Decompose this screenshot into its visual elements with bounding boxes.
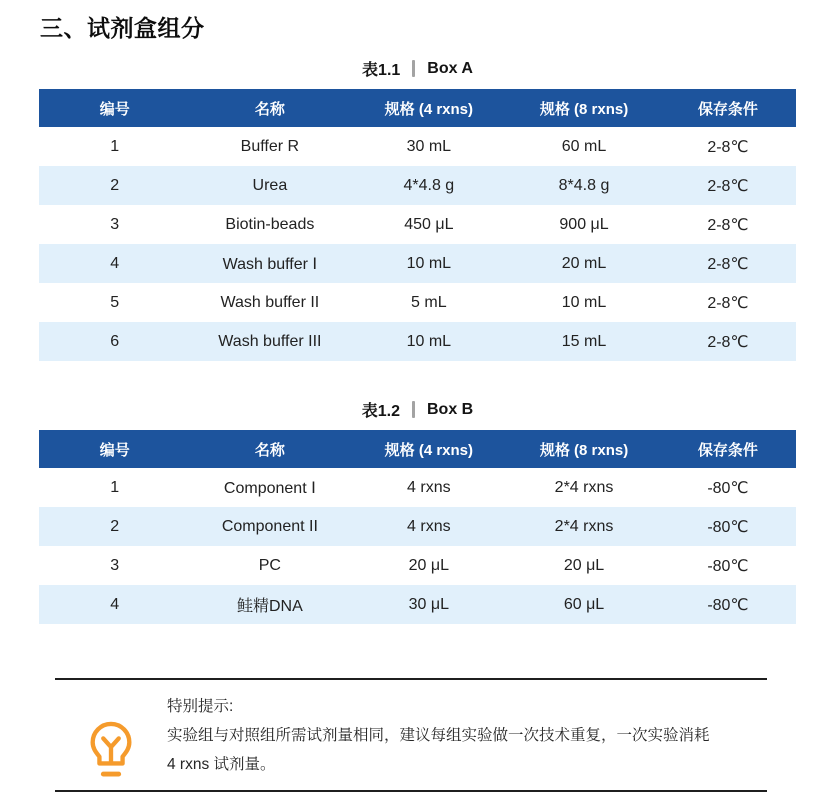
table-cell: 2-8℃ bbox=[707, 255, 749, 273]
table-cell: Wash buffer II bbox=[220, 293, 320, 311]
table-cell: 8*4.8 g bbox=[558, 176, 610, 194]
note-line: 4 rxns 试剂量。 bbox=[167, 756, 276, 773]
table-caption-box-b bbox=[39, 398, 796, 421]
table-cell: 1 bbox=[110, 478, 120, 496]
table-cell: 60 mL bbox=[561, 137, 607, 155]
note-heading: 特别提示: bbox=[167, 698, 234, 715]
table-cell: 20 μL bbox=[563, 556, 605, 574]
table-cell: 3 bbox=[110, 215, 120, 233]
box-a-table bbox=[39, 89, 796, 361]
table-cell: -80℃ bbox=[707, 596, 749, 614]
column-header-spec-8rxns: 规格 (8 rxns) bbox=[508, 89, 659, 127]
table-cell: 2-8℃ bbox=[707, 333, 749, 351]
table-cell: 15 mL bbox=[561, 332, 607, 350]
table-row bbox=[39, 507, 796, 546]
table-caption-box-name: Box A bbox=[427, 59, 473, 77]
table-row bbox=[39, 546, 796, 585]
table-cell: 10 mL bbox=[561, 293, 607, 311]
table-cell: 2*4 rxns bbox=[554, 517, 614, 535]
table-cell: 4 rxns bbox=[407, 517, 451, 535]
table-cell: Component II bbox=[221, 517, 318, 535]
table-header-row bbox=[39, 89, 796, 127]
table-cell: -80℃ bbox=[707, 557, 749, 575]
note-text-block bbox=[167, 692, 710, 779]
table-cell: 10 mL bbox=[406, 254, 452, 272]
table-caption-box-a bbox=[39, 57, 796, 80]
table-cell: 5 mL bbox=[411, 293, 447, 311]
table-row bbox=[39, 166, 796, 205]
table-cell: 5 bbox=[110, 293, 120, 311]
table-cell: 1 bbox=[110, 137, 120, 155]
table-cell: Biotin-beads bbox=[225, 215, 315, 233]
table-cell: 4 rxns bbox=[407, 478, 451, 496]
table-cell: 20 μL bbox=[408, 556, 450, 574]
column-header-name: 名称 bbox=[190, 89, 349, 127]
column-header-spec-4rxns: 规格 (4 rxns) bbox=[349, 89, 508, 127]
table-caption-number: 表1.2 bbox=[361, 403, 400, 420]
table-row bbox=[39, 205, 796, 244]
table-cell: 60 μL bbox=[563, 595, 605, 613]
table-row bbox=[39, 468, 796, 507]
table-cell: Component Ⅰ bbox=[223, 479, 316, 497]
table-cell: 2-8℃ bbox=[707, 294, 749, 312]
table-cell: Wash buffer Ⅰ bbox=[222, 255, 318, 273]
page-title: 三、试剂盒组分 bbox=[40, 15, 205, 41]
table-row bbox=[39, 127, 796, 166]
caption-divider bbox=[412, 401, 415, 418]
lightbulb-icon bbox=[84, 718, 138, 780]
table-cell: Urea bbox=[252, 176, 288, 194]
table-caption-box-name: Box B bbox=[427, 400, 474, 418]
table-cell: 3 bbox=[110, 556, 120, 574]
table-cell: 4*4.8 g bbox=[403, 176, 455, 194]
column-header-storage: 保存条件 bbox=[660, 430, 796, 468]
table-cell: Wash buffer III bbox=[218, 332, 322, 350]
table-cell: 4 bbox=[110, 254, 120, 272]
table-caption-number: 表1.1 bbox=[362, 62, 401, 79]
column-header-number: 编号 bbox=[39, 430, 190, 468]
table-cell: 6 bbox=[110, 332, 120, 350]
table-cell: 30 mL bbox=[406, 137, 452, 155]
table-cell: 2 bbox=[110, 176, 120, 194]
table-cell: 30 μL bbox=[408, 595, 450, 613]
table-cell: 2-8℃ bbox=[707, 138, 749, 156]
table-cell: 2*4 rxns bbox=[554, 478, 614, 496]
caption-divider bbox=[412, 60, 415, 77]
column-header-number: 编号 bbox=[39, 89, 190, 127]
note-line: 实验组与对照组所需试剂量相同，建议每组实验做一次技术重复，一次实验消耗 bbox=[167, 727, 710, 744]
table-cell: PC bbox=[258, 556, 281, 574]
table-cell: 2-8℃ bbox=[707, 216, 749, 234]
table-cell: Buffer R bbox=[240, 137, 300, 155]
table-row bbox=[39, 244, 796, 283]
table-cell: 450 μL bbox=[404, 215, 454, 233]
column-header-storage: 保存条件 bbox=[660, 89, 796, 127]
table-cell: -80℃ bbox=[707, 518, 749, 536]
column-header-spec-4rxns: 规格 (4 rxns) bbox=[349, 430, 508, 468]
column-header-spec-8rxns: 规格 (8 rxns) bbox=[508, 430, 659, 468]
column-header-name: 名称 bbox=[190, 430, 349, 468]
table-row bbox=[39, 585, 796, 624]
table-cell: 鲑精DNA bbox=[236, 598, 303, 615]
table-cell: 20 mL bbox=[561, 254, 607, 272]
table-cell: -80℃ bbox=[707, 479, 749, 497]
table-cell: 4 bbox=[110, 595, 120, 613]
table-cell: 900 μL bbox=[559, 215, 609, 233]
special-note bbox=[55, 678, 767, 792]
table-cell: 2 bbox=[110, 517, 120, 535]
table-cell: 10 mL bbox=[406, 332, 452, 350]
table-header-row bbox=[39, 430, 796, 468]
box-b-table bbox=[39, 430, 796, 624]
table-row bbox=[39, 322, 796, 361]
table-cell: 2-8℃ bbox=[707, 177, 749, 195]
table-row bbox=[39, 283, 796, 322]
